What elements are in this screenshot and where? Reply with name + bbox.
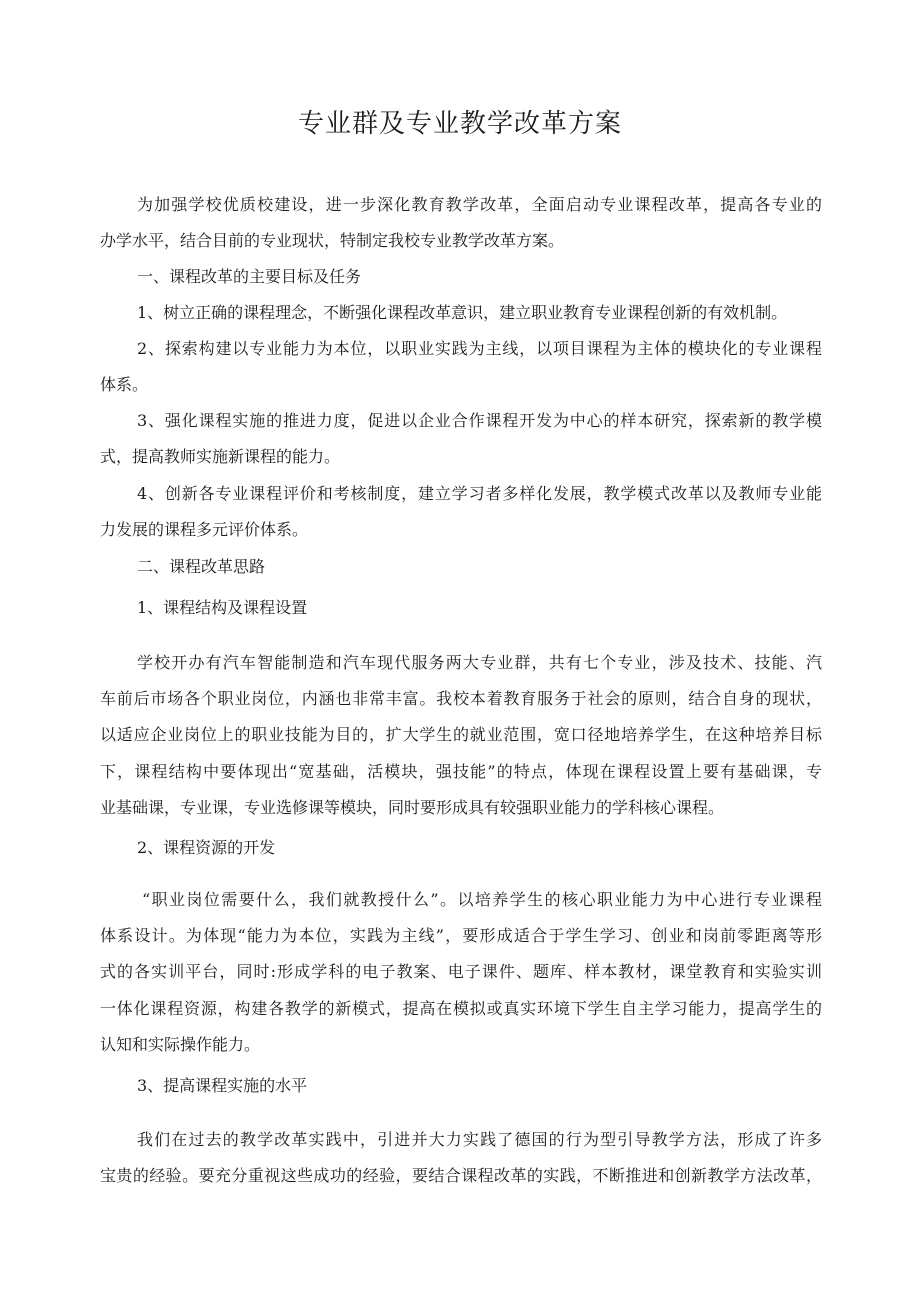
- paragraph-line: 办学水平，结合目前的专业现状，特制定我校专业教学改革方案。: [100, 231, 565, 250]
- subsection-heading: 2、课程资源的开发: [137, 838, 276, 857]
- paragraph-line: 式，提高教师实施新课程的能力。: [100, 447, 341, 466]
- paragraph-line: 车前后市场各个职业岗位，内涵也非常丰富。我校本着教育服务于社会的原则，结合自身的现状，: [100, 689, 822, 708]
- paragraph-line: 认知和实际操作能力。: [100, 1035, 261, 1054]
- section-heading: 二、课程改革思路: [137, 557, 266, 576]
- section-heading: 一、课程改革的主要目标及任务: [137, 267, 362, 286]
- paragraph-line: 一体化课程资源，构建各教学的新模式，提高在模拟或真实环境下学生自主学习能力，提高学生的: [100, 999, 822, 1018]
- list-item: 3、强化课程实施的推进力度，促进以企业合作课程开发为中心的样本研究，探索新的教学模: [137, 411, 822, 430]
- paragraph-line: 式的各实训平台，同时:形成学科的电子教案、电子课件、题库、样本教材，课堂教育和实验实训: [100, 962, 822, 981]
- document-title: 专业群及专业教学改革方案: [297, 109, 622, 139]
- paragraph-line: 我们在过去的教学改革实践中，引进并大力实践了德国的行为型引导教学方法，形成了许多: [137, 1130, 822, 1149]
- list-item: 1、树立正确的课程理念，不断强化课程改革意识，建立职业教育专业课程创新的有效机制。: [137, 303, 788, 322]
- subsection-heading: 1、课程结构及课程设置: [137, 598, 308, 617]
- paragraph-line: 以适应企业岗位上的职业技能为目的，扩大学生的就业范围，宽口径地培养学生，在这种培养目标: [100, 725, 822, 744]
- paragraph-line: 学校开办有汽车智能制造和汽车现代服务两大专业群，共有七个专业，涉及技术、技能、汽: [137, 653, 822, 672]
- list-item: 4、创新各专业课程评价和考核制度，建立学习者多样化发展，教学模式改革以及教师专业能: [137, 484, 822, 503]
- paragraph-line: 力发展的课程多元评价体系。: [100, 520, 309, 539]
- paragraph-line: 体系。: [100, 375, 149, 394]
- paragraph-line: 业基础课，专业课，专业选修课等模块，同时要形成具有较强职业能力的学科核心课程。: [100, 798, 725, 817]
- paragraph-line: 宝贵的经验。要充分重视这些成功的经验，要结合课程改革的实践，不断推进和创新教学方法改革，: [100, 1166, 822, 1185]
- paragraph-line: “职业岗位需要什么，我们就教授什么”。以培养学生的核心职业能力为中心进行专业课程: [142, 890, 822, 909]
- paragraph-line: 体系设计。为体现“能力为本位，实践为主线”，要形成适合于学生学习、创业和岗前零距离等形: [100, 926, 822, 945]
- subsection-heading: 3、提高课程实施的水平: [137, 1076, 308, 1095]
- paragraph-line: 下，课程结构中要体现出“宽基础，活模块，强技能”的特点，体现在课程设置上要有基础课，专: [100, 762, 822, 781]
- paragraph-line: 为加强学校优质校建设，进一步深化教育教学改革，全面启动专业课程改革，提高各专业的: [137, 195, 822, 214]
- list-item: 2、探索构建以专业能力为本位，以职业实践为主线，以项目课程为主体的模块化的专业课程: [137, 339, 822, 358]
